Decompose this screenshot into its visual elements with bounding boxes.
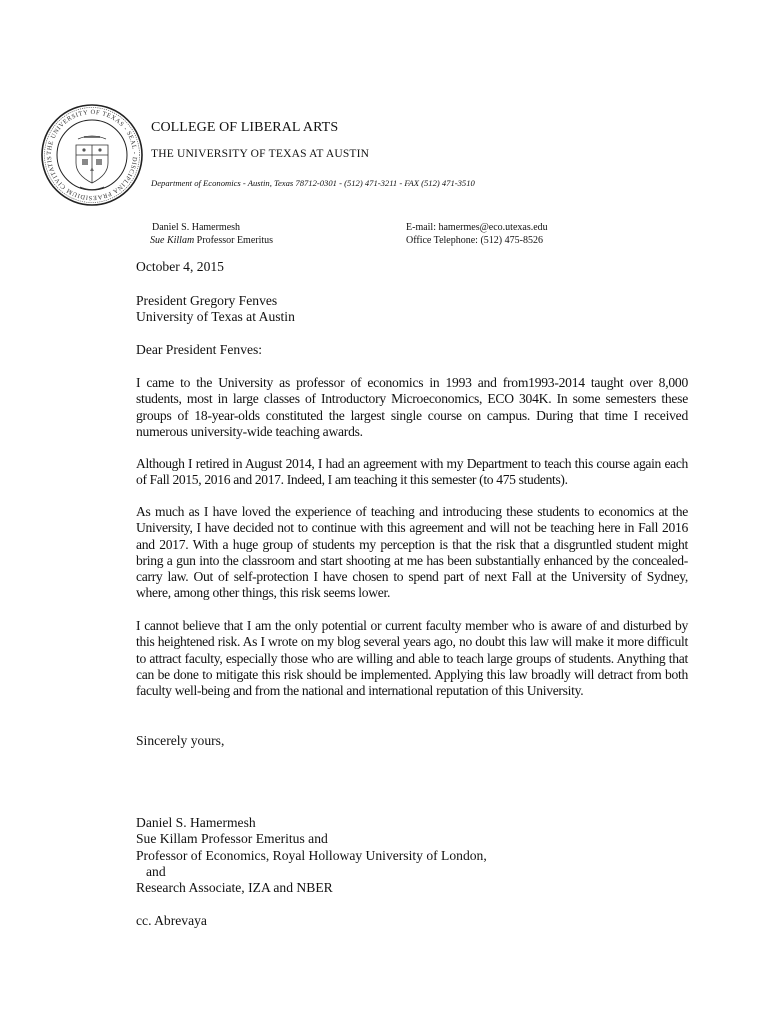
paragraph: As much as I have loved the experience of teaching and introducing these students to economics at the University, I have decided not to continue with this agreement and will not be teaching here in Fall 2016 and 2017. With a huge group of students my perception is that the risk that a disgruntled student might bring a gun into the classroom and start shooting at me has been substantially enhanced by the concealed-carry law. Out of self-protection I have chosen to spend part of next Fall at the University of Sydney, where, among other things, this risk seems lower. [136,504,688,601]
signature-name: Daniel S. Hamermesh [136,815,256,830]
signature-line: Professor of Economics, Royal Holloway University of London, [136,847,487,863]
sender-block [152,222,273,247]
paragraph: I cannot believe that I am the only potential or current faculty member who is aware of and disturbed by this heightened risk. As I wrote on my blog several years ago, no doubt this law will make it more difficult to attract faculty, especially those who are willing and able to teach large groups of students. Anything that can be done to mitigate this risk should be implemented. Applying this law broadly will detract from both faculty well-being and from the national and international reputation of this University. [136,618,688,699]
sender-title-rest: Professor Emeritus [194,234,274,246]
sender-email: E-mail: hamermes@eco.utexas.edu [406,222,548,233]
sender-title-italic: Sue Killam [150,234,195,246]
signature-line: Sue Killam Professor Emeritus and [136,831,328,847]
letterhead-university: THE UNIVERSITY OF TEXAS AT AUSTIN [151,148,370,160]
letterhead-college: COLLEGE OF LIBERAL ARTS [151,120,339,135]
paragraph: Although I retired in August 2014, I had an agreement with my Department to teach this course again each of Fall 2015, 2016 and 2017. Indeed, I am teaching it this semester (to 475 students). [136,456,688,488]
recipient-block [136,293,688,326]
svg-text:THE UNIVERSITY OF TEXAS - SEAL [40,103,138,201]
letterhead-department-line: Department of Economics - Austin, Texas 78712-0301 - (512) 471-3211 - FAX (512) 471-3510 [151,178,475,188]
closing: Sincerely yours, [136,733,225,748]
seal-ring-text: THE UNIVERSITY OF TEXAS - SEAL - DISCIPLINA PRAESIDIUM CIVITATIS [45,108,139,202]
signature-line: and [146,863,166,879]
sender-name: Daniel S. Hamermesh [152,222,241,233]
recipient-org: University of Texas at Austin [136,309,295,325]
signature-line: Research Associate, IZA and NBER [136,880,333,896]
cc-line: cc. Abrevaya [136,913,207,928]
sender-phone: Office Telephone: (512) 475-8526 [406,234,543,246]
signature-block [136,815,688,896]
paragraph: I came to the University as professor of economics in 1993 and from1993-2014 taught over 8,000 students, most in large classes of Introductory Microeconomics, ECO 304K. In some semesters these groups of 18-year-olds constituted the largest single course on campus. During that time I received numerous university-wide teaching awards. [136,375,688,439]
sender-contact [406,222,548,247]
salutation: Dear President Fenves: [136,342,263,357]
recipient-name: President Gregory Fenves [136,293,278,308]
sender-title [150,235,273,248]
letter-date: October 4, 2015 [136,259,224,274]
university-seal [40,103,144,207]
